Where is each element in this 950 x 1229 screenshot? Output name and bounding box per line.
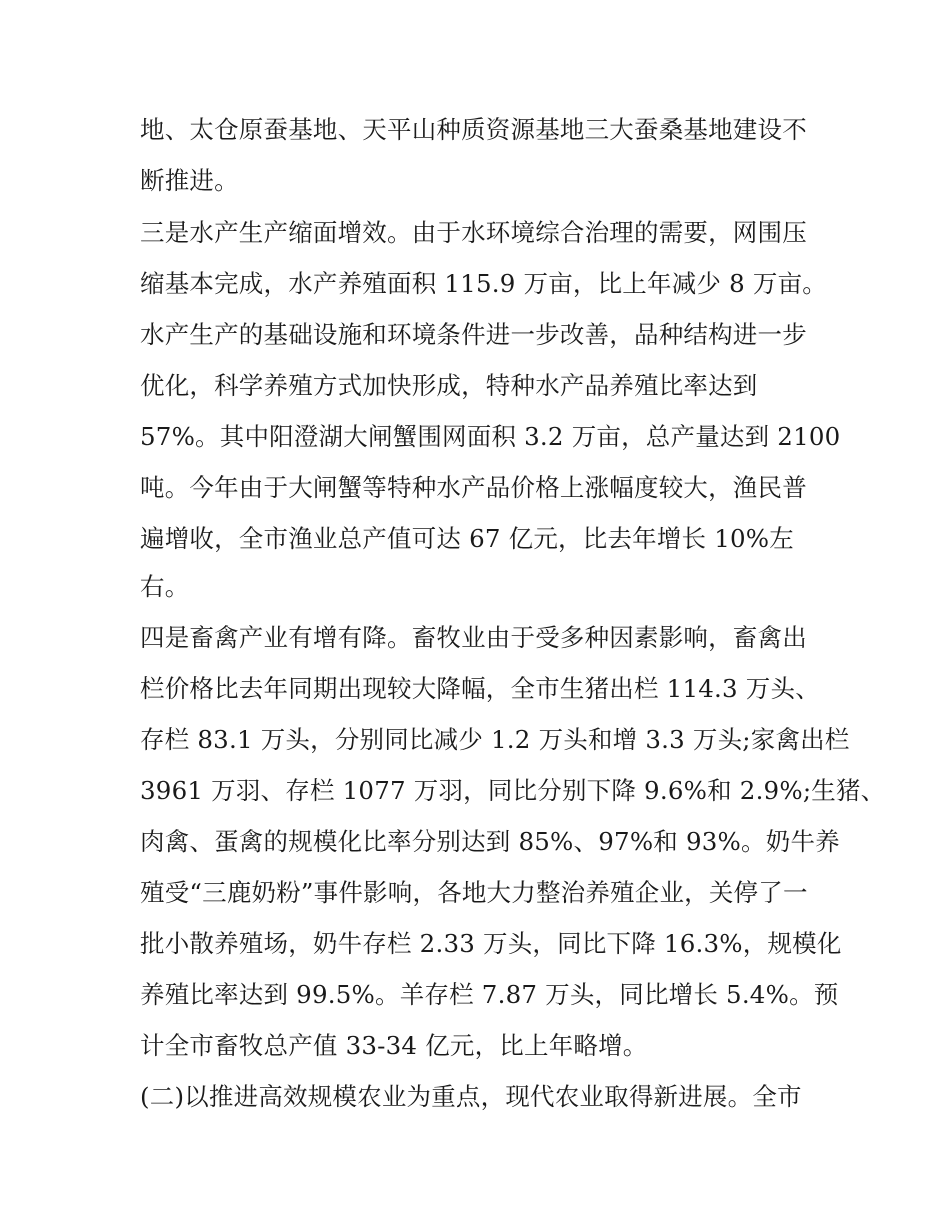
- text-line: 遍增收，全市渔业总产值可达 67 亿元，比去年增长 10%左: [140, 524, 794, 553]
- text-line: 缩基本完成，水产养殖面积 115.9 万亩，比上年减少 8 万亩。: [140, 269, 827, 298]
- text-line: 计全市畜牧总产值 33-34 亿元，比上年略增。: [140, 1031, 648, 1060]
- text-line: 断推进。: [140, 166, 239, 195]
- text-line: 右。: [140, 572, 190, 601]
- text-line: 吨。今年由于大闸蟹等特种水产品价格上涨幅度较大，渔民普: [140, 473, 807, 502]
- text-line: 57%。其中阳澄湖大闸蟹围网面积 3.2 万亩，总产量达到 2100: [140, 422, 841, 451]
- text-line: 栏价格比去年同期出现较大降幅，全市生猪出栏 114.3 万头、: [140, 674, 820, 703]
- text-line: 殖受“三鹿奶粉”事件影响，各地大力整治养殖企业，关停了一: [140, 878, 808, 907]
- text-line: 批小散养殖场，奶牛存栏 2.33 万头，同比下降 16.3%，规模化: [140, 929, 842, 958]
- text-line: 三是水产生产缩面增效。由于水环境综合治理的需要，网围压: [140, 218, 807, 247]
- text-line: 地、太仓原蚕基地、天平山种质资源基地三大蚕桑基地建设不: [140, 115, 807, 144]
- text-line: 3961 万羽、存栏 1077 万羽，同比分别下降 9.6%和 2.9%;生猪、: [140, 776, 886, 805]
- text-line: 四是畜禽产业有增有降。畜牧业由于受多种因素影响，畜禽出: [140, 623, 807, 652]
- text-line: 水产生产的基础设施和环境条件进一步改善，品种结构进一步: [140, 320, 807, 349]
- text-line: 优化，科学养殖方式加快形成，特种水产品养殖比率达到: [140, 371, 758, 400]
- text-line: 存栏 83.1 万头，分别同比减少 1.2 万头和增 3.3 万头;家禽出栏: [140, 725, 850, 754]
- text-line: 肉禽、蛋禽的规模化比率分别达到 85%、97%和 93%。奶牛养: [140, 827, 840, 856]
- text-line: (二)以推进高效规模农业为重点，现代农业取得新进展。全市: [140, 1082, 802, 1111]
- text-line: 养殖比率达到 99.5%。羊存栏 7.87 万头，同比增长 5.4%。预: [140, 980, 839, 1009]
